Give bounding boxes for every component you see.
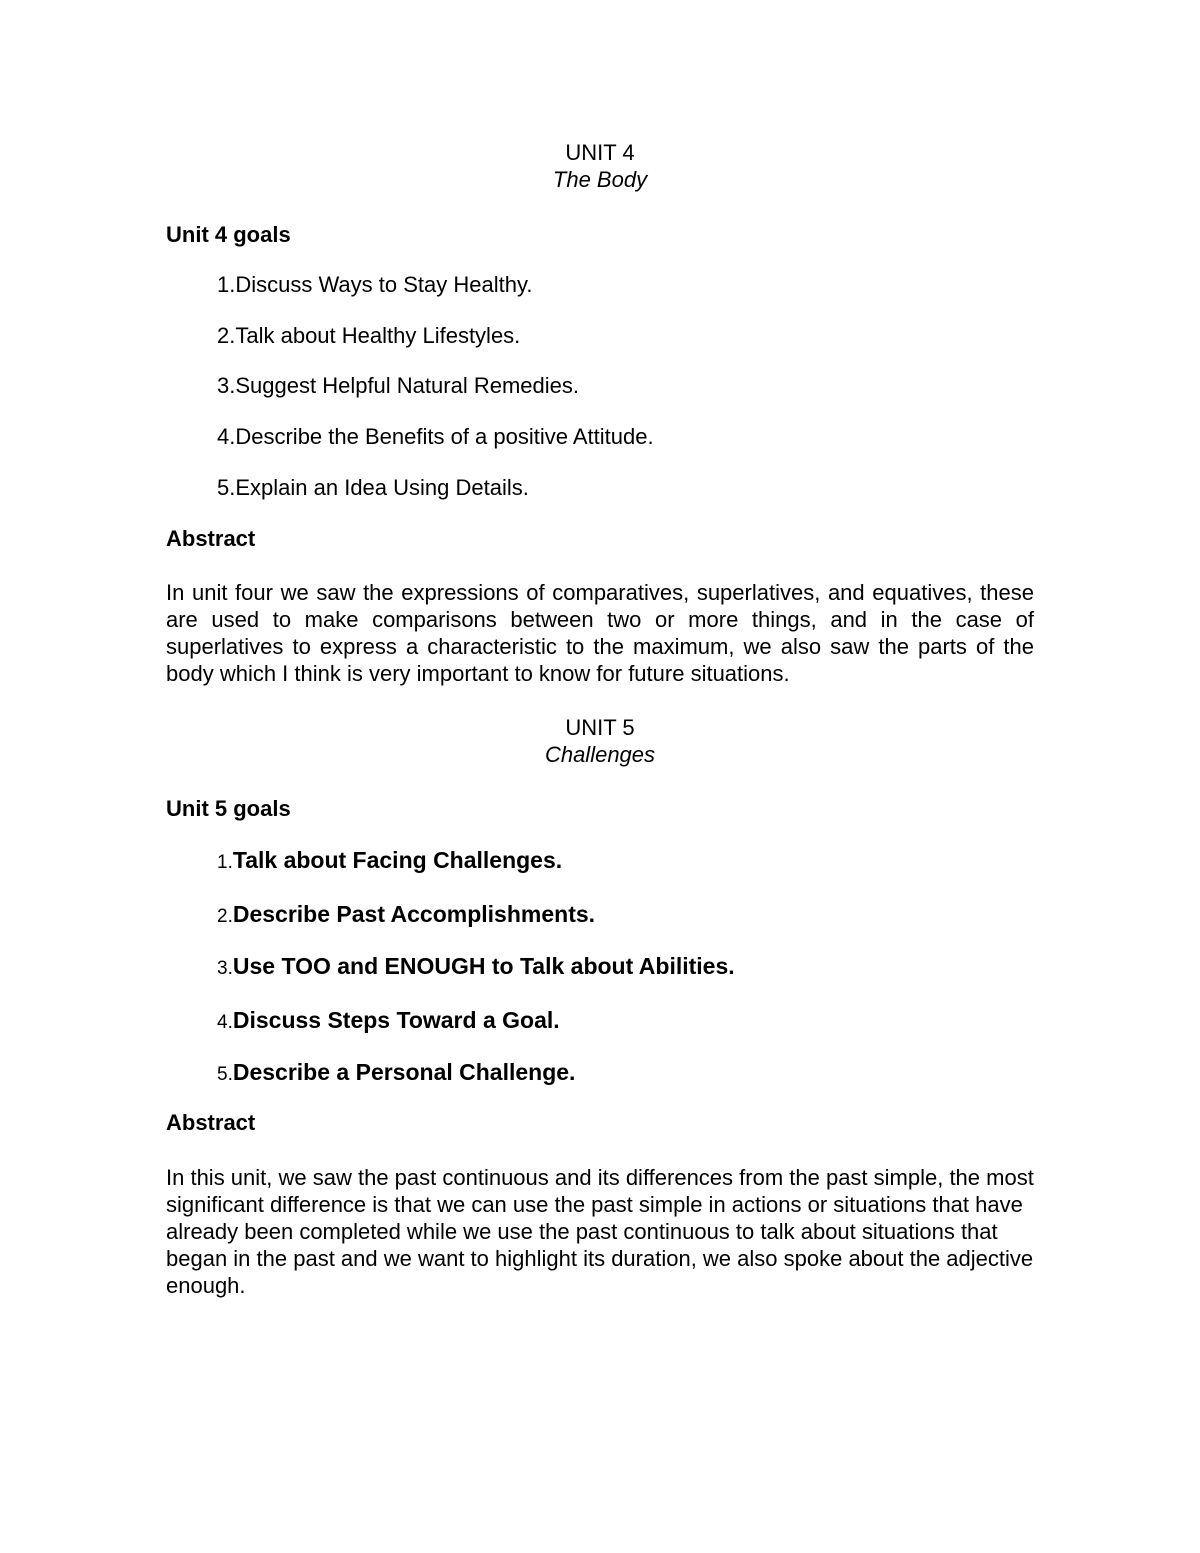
unit5-title: UNIT 5 — [565, 715, 635, 740]
unit5-goal-3: 3.Use TOO and ENOUGH to Talk about Abilities. — [217, 953, 735, 979]
unit4-abstract-text: In unit four we saw the expressions of comparatives, superlatives, and equatives, these are used to make comparisons between two or more things, and in the case of superlatives to express a characteristic to the maximum, we also saw the parts of the body which I think is very important to know for future situations. — [166, 580, 1034, 686]
unit5-goal-4: 4.Discuss Steps Toward a Goal. — [217, 1007, 560, 1033]
unit4-goal-1: 1.Discuss Ways to Stay Healthy. — [217, 272, 533, 297]
unit5-subtitle: Challenges — [544, 742, 656, 767]
unit4-goal-4: 4.Describe the Benefits of a positive Attitude. — [217, 424, 654, 449]
unit5-goal-1: 1.Talk about Facing Challenges. — [217, 847, 563, 873]
unit5-goals-heading: Unit 5 goals — [166, 796, 291, 821]
unit5-abstract-text: In this unit, we saw the past continuous and its differences from the past simple, the most significant difference is that we can use the past simple in actions or situations that have already been completed while we use the past continuous to talk about situations that began in the past and we want to highlight its duration, we also spoke about the adjective enough. — [166, 1165, 1034, 1298]
unit4-title: UNIT 4 — [565, 140, 635, 165]
unit4-goal-5: 5.Explain an Idea Using Details. — [217, 475, 529, 500]
unit5-goal-2: 2.Describe Past Accomplishments. — [217, 901, 596, 927]
unit4-goal-2: 2.Talk about Healthy Lifestyles. — [217, 323, 521, 348]
unit4-goals-heading: Unit 4 goals — [166, 222, 291, 247]
unit4-goal-3: 3.Suggest Helpful Natural Remedies. — [217, 373, 579, 398]
unit4-abstract-heading: Abstract — [166, 526, 256, 551]
unit5-goal-5: 5.Describe a Personal Challenge. — [217, 1059, 576, 1085]
unit5-abstract-heading: Abstract — [166, 1110, 256, 1135]
unit4-subtitle: The Body — [552, 167, 648, 192]
